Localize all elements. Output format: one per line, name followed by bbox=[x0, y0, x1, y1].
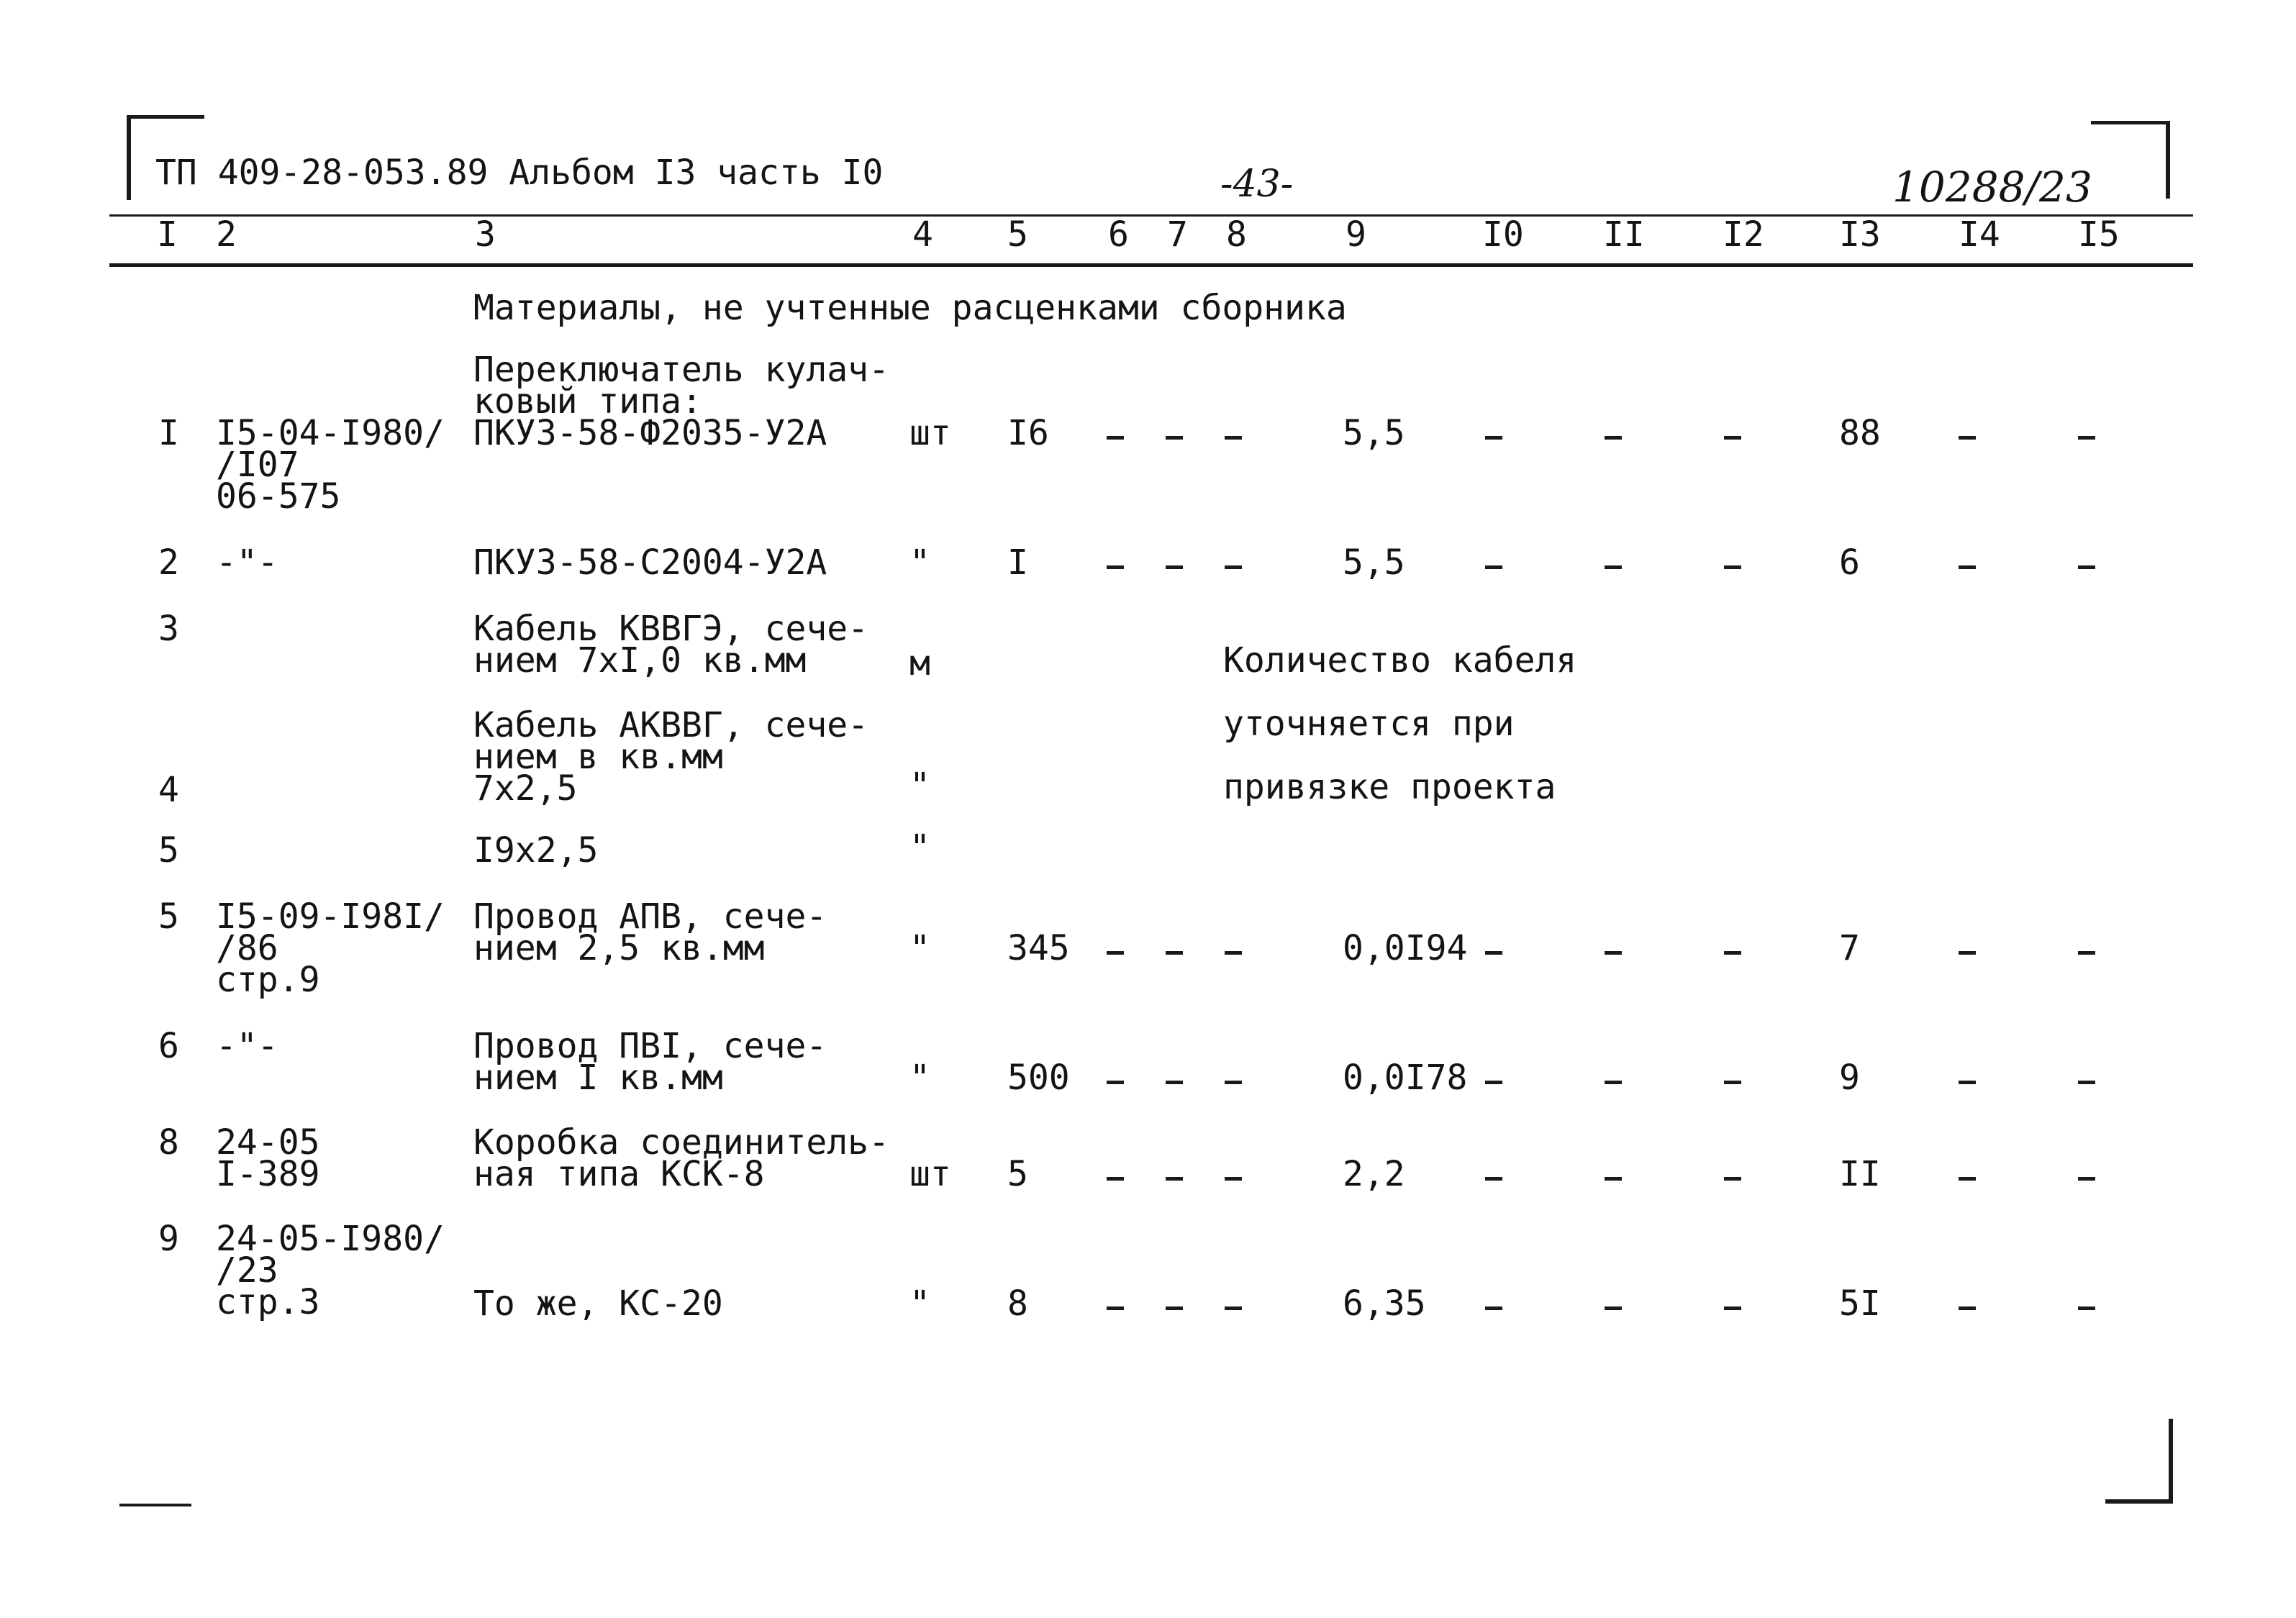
empty-dash bbox=[2078, 436, 2095, 440]
empty-dash bbox=[1605, 1306, 1622, 1310]
column-13-value: II bbox=[1839, 1154, 1881, 1194]
item-name: Переключатель кулач- ковый типа: ПКУЗ-58-Ф2035-У2А bbox=[473, 350, 889, 453]
empty-dash bbox=[1724, 1306, 1741, 1310]
price-code: I5-09-I98I/ /86 стр.9 bbox=[216, 896, 445, 1000]
empty-dash bbox=[1166, 436, 1183, 440]
column-number-7: 7 bbox=[1167, 214, 1188, 255]
unit: шт bbox=[909, 1154, 951, 1194]
empty-dash bbox=[1485, 951, 1502, 955]
empty-dash bbox=[1166, 951, 1183, 955]
column-number-13: I3 bbox=[1839, 214, 1881, 255]
empty-dash bbox=[1225, 436, 1242, 440]
item-name: Провод ПВI, сече- нием I кв.мм bbox=[473, 1026, 827, 1098]
price-code: 24-05-I980/ /23 стр.3 bbox=[216, 1219, 445, 1322]
empty-dash bbox=[1107, 1306, 1124, 1310]
empty-dash bbox=[1959, 565, 1976, 569]
corner-bracket-top-left bbox=[127, 115, 131, 200]
empty-dash bbox=[1485, 565, 1502, 569]
section-title: Материалы, не учтенные расценками сборника bbox=[473, 288, 1347, 328]
document-title: ТП 409-28-053.89 Альбом I3 часть I0 bbox=[155, 153, 884, 193]
corner-bracket-top-right-bar bbox=[2091, 121, 2169, 124]
unit-price: 5,5 bbox=[1343, 413, 1405, 453]
unit-price: 5,5 bbox=[1343, 542, 1405, 583]
price-code: I5-04-I980/ /I07 06-575 bbox=[216, 413, 445, 517]
quantity: 345 bbox=[1007, 928, 1070, 968]
empty-dash bbox=[1107, 436, 1124, 440]
empty-dash bbox=[1166, 1306, 1183, 1310]
column-number-9: 9 bbox=[1346, 214, 1366, 255]
column-13-value: 9 bbox=[1839, 1058, 1860, 1098]
column-number-2: 2 bbox=[216, 214, 237, 255]
empty-dash bbox=[1724, 565, 1741, 569]
quantity: 8 bbox=[1007, 1283, 1028, 1324]
unit-price: 6,35 bbox=[1343, 1283, 1426, 1324]
empty-dash bbox=[1959, 1306, 1976, 1310]
item-name: I9х2,5 bbox=[473, 830, 599, 871]
quantity: 500 bbox=[1007, 1058, 1070, 1098]
item-name: Кабель КВВГЭ, сече- нием 7хI,0 кв.мм bbox=[473, 609, 869, 681]
empty-dash bbox=[1107, 565, 1124, 569]
item-name: ПКУЗ-58-С2004-У2А bbox=[473, 542, 827, 583]
handwritten-document-id: 10288/23 bbox=[1892, 163, 2092, 212]
corner-bracket-top-left-bar bbox=[127, 115, 204, 119]
column-13-value: 88 bbox=[1839, 413, 1881, 453]
unit: " bbox=[909, 765, 930, 806]
empty-dash bbox=[1959, 436, 1976, 440]
column-number-5: 5 bbox=[1007, 214, 1028, 255]
column-number-12: I2 bbox=[1723, 214, 1764, 255]
cable-note-line-2: уточняется при bbox=[1223, 704, 1515, 744]
column-number-4: 4 bbox=[912, 214, 933, 255]
unit: " bbox=[909, 1058, 930, 1098]
unit: " bbox=[909, 542, 930, 583]
page-number: -43- bbox=[1220, 163, 1294, 206]
column-number-10: I0 bbox=[1482, 214, 1524, 255]
row-number: 3 bbox=[158, 609, 179, 649]
empty-dash bbox=[1959, 1081, 1976, 1084]
empty-dash bbox=[1605, 951, 1622, 955]
empty-dash bbox=[1485, 1306, 1502, 1310]
corner-bracket-bottom-right-bar bbox=[2105, 1499, 2173, 1504]
column-13-value: 7 bbox=[1839, 928, 1860, 968]
quantity: I bbox=[1007, 542, 1028, 583]
empty-dash bbox=[1724, 951, 1741, 955]
cable-note-line-3: привязке проекта bbox=[1223, 767, 1556, 807]
empty-dash bbox=[1225, 951, 1242, 955]
unit: " bbox=[909, 827, 930, 868]
unit: " bbox=[909, 1283, 930, 1324]
corner-bracket-bottom-right bbox=[2169, 1419, 2173, 1504]
price-code: 24-05 I-389 bbox=[216, 1122, 320, 1194]
empty-dash bbox=[2078, 1177, 2095, 1181]
quantity: I6 bbox=[1007, 413, 1049, 453]
column-number-1: I bbox=[157, 214, 178, 255]
row-number: 2 bbox=[158, 542, 179, 583]
empty-dash bbox=[1959, 1177, 1976, 1181]
empty-dash bbox=[1959, 951, 1976, 955]
price-code: -"- bbox=[216, 542, 278, 583]
header-bottom-rule bbox=[109, 263, 2193, 267]
empty-dash bbox=[1166, 1177, 1183, 1181]
empty-dash bbox=[1724, 1081, 1741, 1084]
empty-dash bbox=[2078, 565, 2095, 569]
column-number-11: II bbox=[1603, 214, 1645, 255]
column-number-14: I4 bbox=[1959, 214, 2000, 255]
cable-note-line-1: Количество кабеля bbox=[1223, 640, 1577, 681]
empty-dash bbox=[1724, 1177, 1741, 1181]
unit-price: 2,2 bbox=[1343, 1154, 1405, 1194]
empty-dash bbox=[1107, 1177, 1124, 1181]
unit-price: 0,0I94 bbox=[1343, 928, 1468, 968]
row-number: I bbox=[158, 413, 179, 453]
empty-dash bbox=[1225, 1081, 1242, 1084]
empty-dash bbox=[2078, 951, 2095, 955]
empty-dash bbox=[1605, 565, 1622, 569]
corner-mark-bottom-left bbox=[119, 1504, 191, 1506]
item-name: Кабель АКВВГ, сече- нием в кв.мм 7х2,5 bbox=[473, 705, 869, 809]
column-number-15: I5 bbox=[2078, 214, 2120, 255]
row-number: 8 bbox=[158, 1122, 179, 1163]
unit: м bbox=[909, 643, 930, 683]
unit-price: 0,0I78 bbox=[1343, 1058, 1468, 1098]
empty-dash bbox=[2078, 1306, 2095, 1310]
item-name: Коробка соединитель- ная типа КСК-8 bbox=[473, 1122, 889, 1194]
empty-dash bbox=[1485, 1081, 1502, 1084]
corner-bracket-top-right bbox=[2166, 121, 2170, 199]
empty-dash bbox=[1485, 1177, 1502, 1181]
empty-dash bbox=[1107, 1081, 1124, 1084]
empty-dash bbox=[1225, 1177, 1242, 1181]
empty-dash bbox=[2078, 1081, 2095, 1084]
column-number-3: 3 bbox=[475, 214, 496, 255]
price-code: -"- bbox=[216, 1026, 278, 1066]
empty-dash bbox=[1605, 1081, 1622, 1084]
row-number: 6 bbox=[158, 1026, 179, 1066]
quantity: 5 bbox=[1007, 1154, 1028, 1194]
row-number: 4 bbox=[158, 770, 179, 810]
empty-dash bbox=[1724, 436, 1741, 440]
empty-dash bbox=[1605, 1177, 1622, 1181]
empty-dash bbox=[1225, 1306, 1242, 1310]
unit: шт bbox=[909, 413, 951, 453]
column-number-8: 8 bbox=[1226, 214, 1247, 255]
column-13-value: 6 bbox=[1839, 542, 1860, 583]
column-number-6: 6 bbox=[1108, 214, 1129, 255]
empty-dash bbox=[1605, 436, 1622, 440]
row-number: 5 bbox=[158, 830, 179, 871]
item-name: То же, КС-20 bbox=[473, 1283, 723, 1324]
empty-dash bbox=[1166, 565, 1183, 569]
empty-dash bbox=[1166, 1081, 1183, 1084]
empty-dash bbox=[1225, 565, 1242, 569]
unit: " bbox=[909, 928, 930, 968]
row-number: 5 bbox=[158, 896, 179, 937]
row-number: 9 bbox=[158, 1219, 179, 1259]
item-name: Провод АПВ, сече- нием 2,5 кв.мм bbox=[473, 896, 827, 968]
empty-dash bbox=[1485, 436, 1502, 440]
empty-dash bbox=[1107, 951, 1124, 955]
column-13-value: 5I bbox=[1839, 1283, 1881, 1324]
